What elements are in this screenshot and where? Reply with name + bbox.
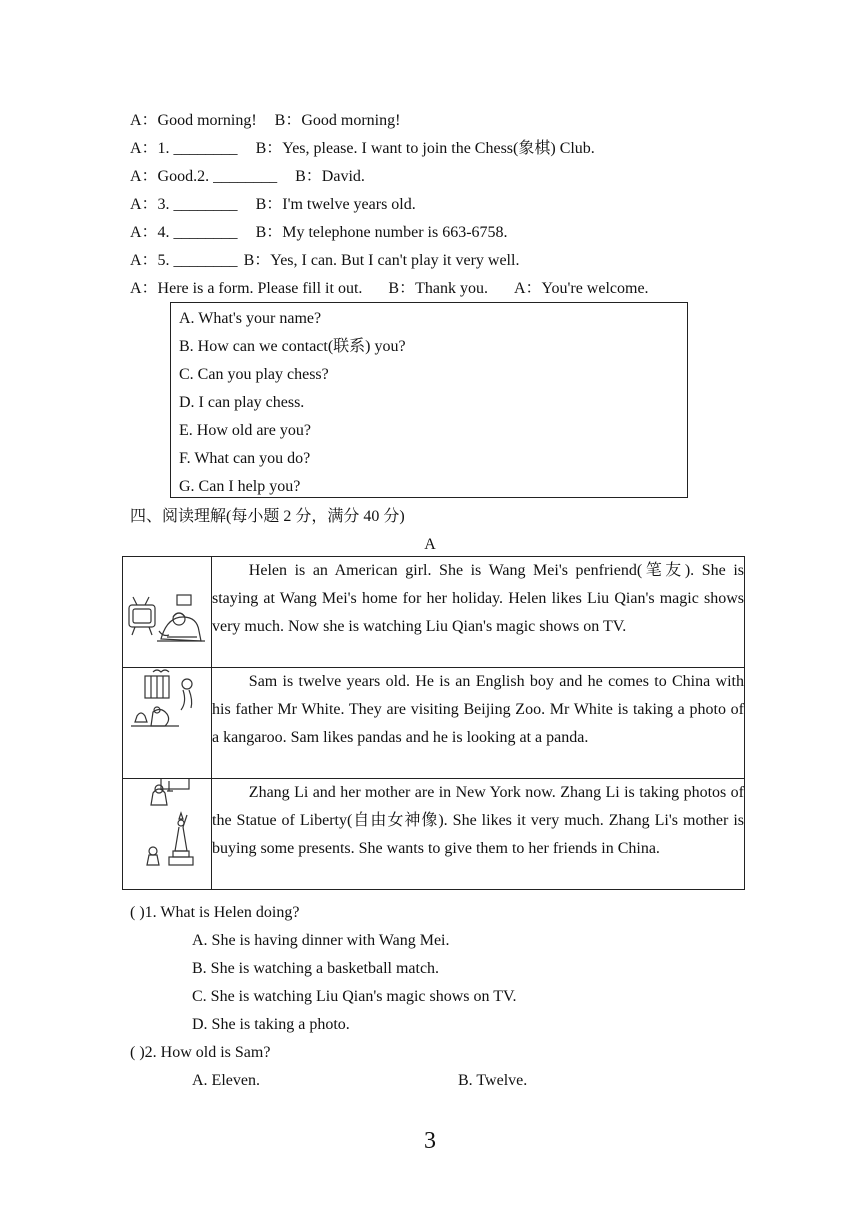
option-f: F. What can you do? [179,450,311,467]
speaker-a-text: A：1. ________ [130,140,238,157]
speaker-b-text: B：David. [295,168,365,185]
statue-of-liberty-illustration [123,779,211,889]
dialogue-line-6 [130,247,519,275]
dialogue-line-4 [130,191,416,219]
passage-text-cell [212,668,745,779]
dialogue-line-1 [130,107,400,135]
options-box [170,302,688,498]
option-e: E. How old are you? [179,422,311,439]
speaker-b-text: B：Yes, I can. But I can't play it very well. [243,252,520,269]
dialogue-line-2 [130,135,595,163]
passage-text-cell [212,779,745,890]
passage-picture-cell [123,779,212,890]
passage-row-3 [123,779,745,890]
speaker-a-reply-text: A：You're welcome. [513,280,649,297]
reading-table [122,556,745,890]
passage-picture-cell [123,668,212,779]
speaker-a-text: A：Good.2. ________ [130,168,278,185]
speaker-b-text: B：My telephone number is 663‑6758. [255,224,508,241]
dialogue-line-5 [130,219,508,247]
dialogue-line-3 [130,163,365,191]
speaker-b-text: B：Good morning! [274,112,401,129]
option-a: A. What's your name? [179,310,322,327]
speaker-a-text: A：Here is a form. Please fill it out. [130,280,363,297]
passage-picture-cell [123,557,212,668]
question-1-choice-c: C. She is watching Liu Qian's magic shows on TV. [192,988,517,1005]
option-d: D. I can play chess. [179,394,305,411]
passage-row-1 [123,557,745,668]
option-b: B. How can we contact(联系) you? [179,338,406,355]
question-1-choice-b: B. She is watching a basketball match. [192,960,440,977]
passage-label: A [424,536,436,553]
passage-text: Zhang Li and her mother are in New York now. Zhang Li is taking photos of the Statue of Liberty(自由女神像). She likes it very much. Zhang Li's mother is buying some presents. She wants to give them to her friends in China. [212,784,744,858]
speaker-a-text: A：3. ________ [130,196,238,213]
question-1-choice-d: D. She is taking a photo. [192,1016,350,1033]
passage-text-cell [212,557,745,668]
speaker-b-text: B：Yes, please. I want to join the Chess(象棋) Club. [255,140,595,157]
tv-girl-illustration [123,557,211,667]
speaker-b-text: B：Thank you. [388,280,488,297]
option-c: C. Can you play chess? [179,366,329,383]
option-g: G. Can I help you? [179,478,301,495]
question-2-stem: ( )2. How old is Sam? [130,1044,271,1061]
passage-row-2 [123,668,745,779]
speaker-a-text: A：Good morning! [130,112,257,129]
page-number: 3 [424,1128,436,1154]
speaker-a-text: A：5. ________ [130,252,238,269]
passage-text: Sam is twelve years old. He is an English boy and he comes to China with his father Mr White. They are visiting Beijing Zoo. Mr White is taking a photo of a kangaroo. Sam likes pandas and he is looking at a panda. [212,673,744,747]
section-title: 四、阅读理解(每小题 2 分，满分 40 分) [130,508,405,525]
speaker-b-text: B：I'm twelve years old. [255,196,416,213]
zoo-illustration [123,668,211,778]
question-2-choice-a: A. Eleven. [192,1072,260,1089]
question-1-choice-a: A. She is having dinner with Wang Mei. [192,932,450,949]
question-2-choice-b: B. Twelve. [458,1072,528,1089]
dialogue-line-7 [130,275,649,303]
passage-text: Helen is an American girl. She is Wang Mei's penfriend(笔友). She is staying at Wang Mei's home for her holiday. Helen likes Liu Qian's magic shows very much. Now she is watching Liu Qian's magic shows on TV. [212,562,744,636]
speaker-a-text: A：4. ________ [130,224,238,241]
question-1-stem: ( )1. What is Helen doing? [130,904,300,921]
